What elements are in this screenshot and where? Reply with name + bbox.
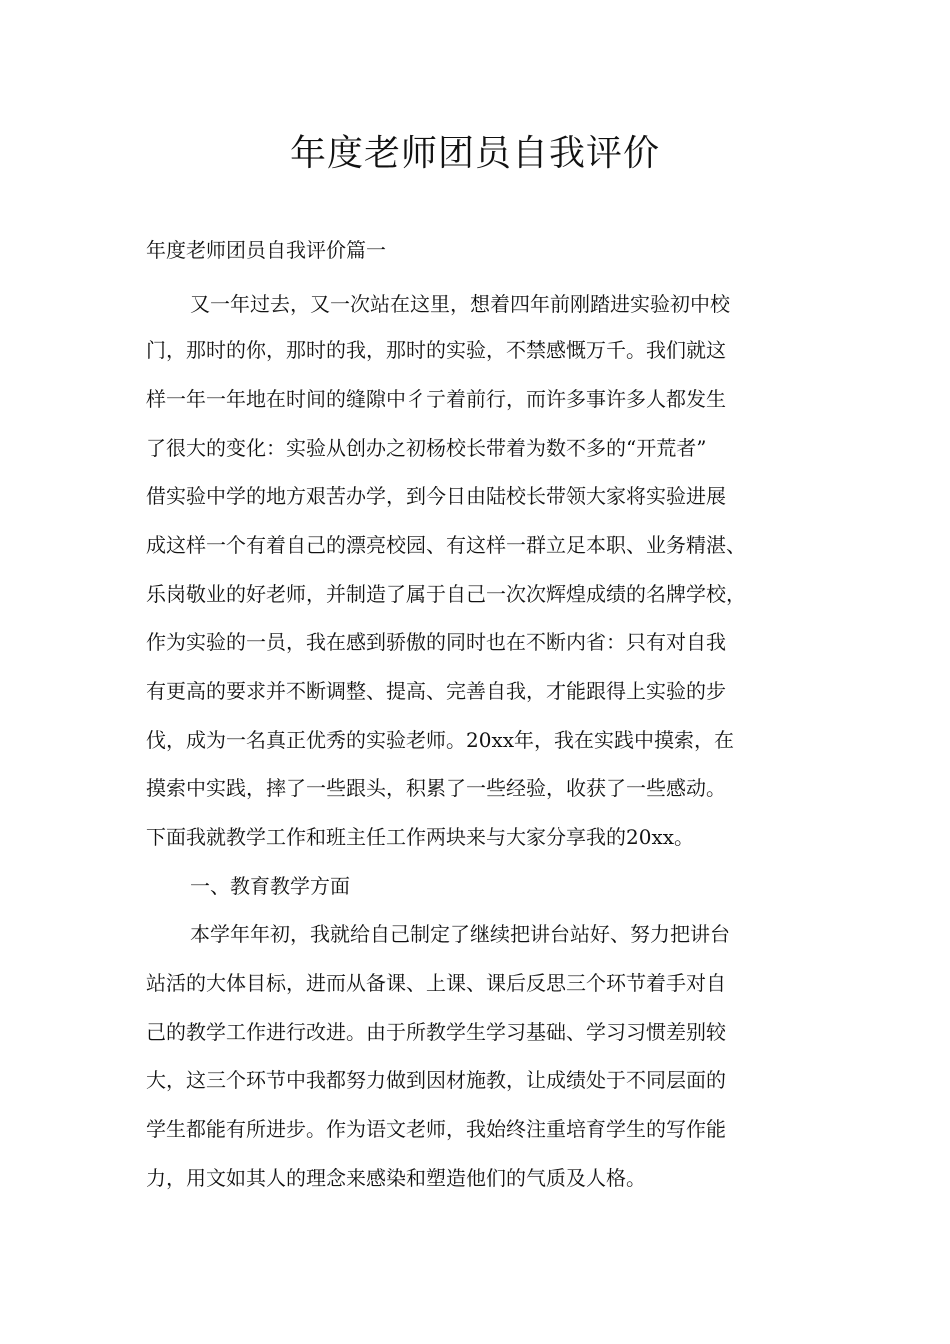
text-line: 力，用文如其人的理念来感染和塑造他们的气质及人格。 [146, 1166, 646, 1190]
text-line: 作为实验的一员，我在感到骄傲的同时也在不断内省：只有对自我 [146, 630, 726, 654]
text-line: 大，这三个环节中我都努力做到因材施教，让成绩处于不同层面的 [146, 1068, 726, 1092]
text-line: 借实验中学的地方艰苦办学，到今日由陆校长带领大家将实验进展 [146, 484, 726, 508]
text-line: 样一年一年地在时间的缝隙中彳亍着前行，而许多事许多人都发生 [146, 387, 726, 411]
text-line: 乐岗敬业的好老师，并制造了属于自己一次次辉煌成绩的名牌学校， [146, 582, 746, 606]
section-heading: 一、教育教学方面 [190, 874, 350, 898]
document-title: 年度老师团员自我评价 [289, 133, 660, 174]
text-line: 门，那时的你，那时的我，那时的实验，不禁感慨万千。我们就这 [146, 338, 726, 362]
text-line: 本学年年初，我就给自己制定了继续把讲台站好、努力把讲台 [190, 922, 730, 946]
text-line: 成这样一个有着自己的漂亮校园、有这样一群立足本职、业务精湛、 [146, 533, 746, 557]
text-line: 己的教学工作进行改进。由于所教学生学习基础、学习习惯差别较 [146, 1020, 726, 1044]
text-line: 又一年过去，又一次站在这里，想着四年前刚踏进实验初中校 [190, 292, 730, 316]
text-line: 有更高的要求并不断调整、提高、完善自我，才能跟得上实验的步 [146, 679, 726, 703]
text-line: 摸索中实践，摔了一些跟头，积累了一些经验，收获了一些感动。 [146, 776, 726, 800]
section-subtitle: 年度老师团员自我评价篇一 [146, 238, 386, 262]
text-line: 站活的大体目标，进而从备课、上课、课后反思三个环节着手对自 [146, 971, 726, 995]
text-line: 下面我就教学工作和班主任工作两块来与大家分享我的20xx。 [146, 825, 695, 849]
text-line: 了很大的变化：实验从创办之初杨校长带着为数不多的“开荒者” [146, 436, 707, 460]
text-line: 伐，成为一名真正优秀的实验老师。20xx年，我在实践中摸索，在 [146, 728, 735, 752]
text-line: 学生都能有所进步。作为语文老师，我始终注重培育学生的写作能 [146, 1117, 726, 1141]
